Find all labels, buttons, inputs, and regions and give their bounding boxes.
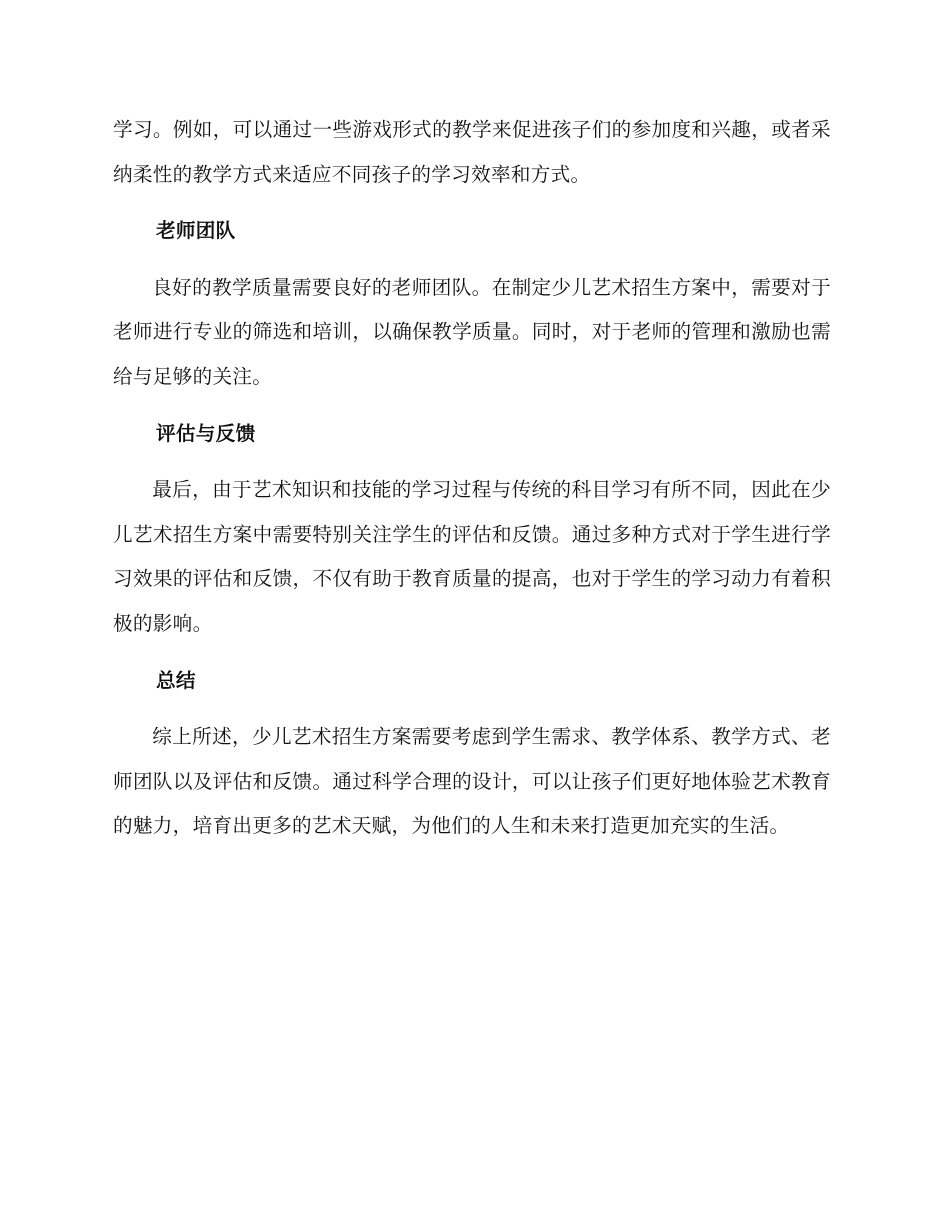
section-body-summary: 综上所述，少儿艺术招生方案需要考虑到学生需求、教学体系、教学方式、老师团队以及评估和反馈。通过科学合理的设计，可以让孩子们更好地体验艺术教育的魅力，培育出更多的艺术天赋，为他们的人生和未来打造更加充实的生活。 [113,725,831,838]
section-body-evaluation-feedback: 最后，由于艺术知识和技能的学习过程与传统的科目学习有所不同，因此在少儿艺术招生方案中需要特别关注学生的评估和反馈。通过多种方式对于学生进行学习效果的评估和反馈，不仅有助于教育质量的提高，也对于学生的学习动力有着积极的影响。 [113,478,831,635]
continuation-paragraph: 学习。例如，可以通过一些游戏形式的教学来促进孩子们的参加度和兴趣，或者采纳柔性的教学方式来适应不同孩子的学习效率和方式。 [113,118,831,186]
section-heading-summary: 总结 [156,668,196,692]
section-heading-evaluation-feedback: 评估与反馈 [156,421,256,445]
document-body [113,108,831,849]
section-heading-teacher-team: 老师团队 [156,219,236,243]
section-body-teacher-team: 良好的教学质量需要良好的老师团队。在制定少儿艺术招生方案中，需要对于老师进行专业的筛选和培训，以确保教学质量。同时，对于老师的管理和激励也需给与足够的关注。 [113,275,831,388]
